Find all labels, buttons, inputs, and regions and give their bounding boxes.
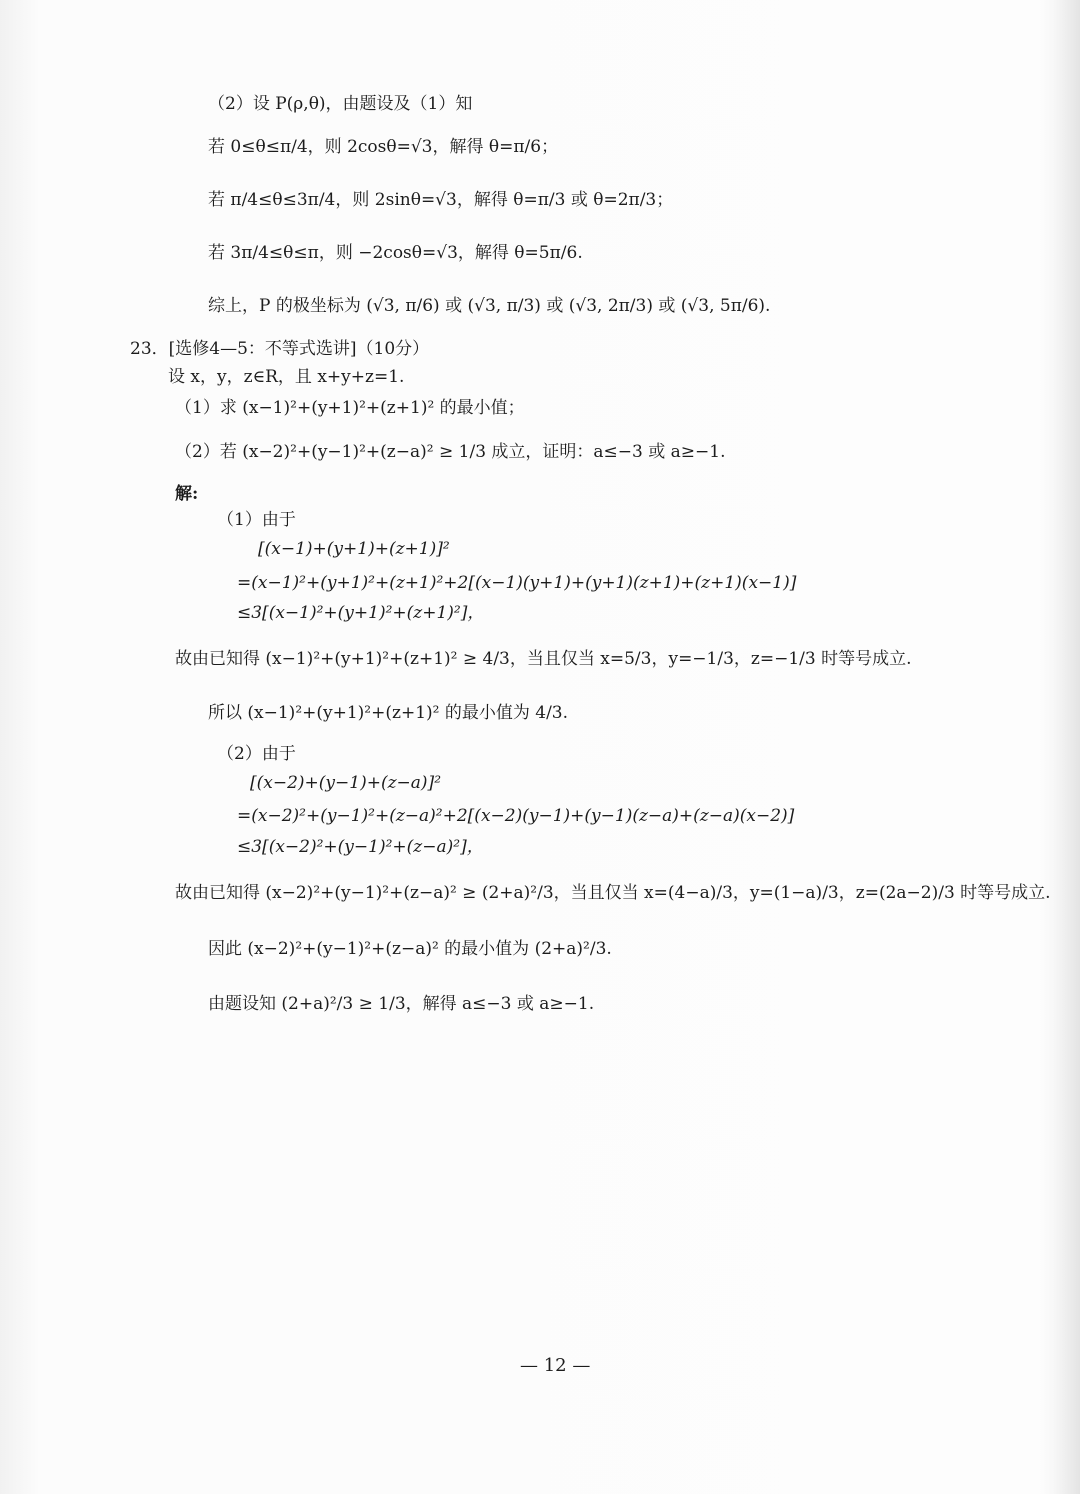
solution-label: 解:	[175, 484, 199, 504]
q23-part1: （1）求 (x−1)²+(y+1)²+(z+1)² 的最小值；	[175, 398, 525, 418]
q22-case1: 若 0≤θ≤π/4，则 2cosθ=√3，解得 θ=π/6；	[208, 137, 559, 157]
s2-final: 由题设知 (2+a)²/3 ≥ 1/3，解得 a≤−3 或 a≥−1.	[208, 994, 595, 1014]
s1-min: 所以 (x−1)²+(y+1)²+(z+1)² 的最小值为 4/3.	[208, 703, 569, 723]
s2-conclusion: 故由已知得 (x−2)²+(y−1)²+(z−a)² ≥ (2+a)²/3，当且仅当 x=(4−a)/3，y=(1−a)/3，z=(2a−2)/3 时等号成立.	[175, 883, 1051, 903]
s1-line2: =(x−1)²+(y+1)²+(z+1)²+2[(x−1)(y+1)+(y+1)(z+1)+(z+1)(x−1)]	[237, 573, 797, 593]
s2-line3: ≤3[(x−2)²+(y−1)²+(z−a)²]，	[237, 837, 484, 857]
q23-header: 23．[选修4—5：不等式选讲]（10分）	[130, 339, 430, 359]
page-number: — 12 —	[520, 1355, 591, 1376]
q22-part2-intro: （2）设 P(ρ,θ)，由题设及（1）知	[208, 94, 473, 114]
s1-line3: ≤3[(x−1)²+(y+1)²+(z+1)²]，	[237, 603, 485, 623]
page-edge-shadow	[1054, 0, 1080, 1494]
s2-line1: [(x−2)+(y−1)+(z−a)]²	[250, 773, 442, 793]
s1-line1: [(x−1)+(y+1)+(z+1)]²	[258, 539, 450, 559]
s1-title: （1）由于	[217, 510, 296, 530]
s2-line2: =(x−2)²+(y−1)²+(z−a)²+2[(x−2)(y−1)+(y−1)(z−a)+(z−a)(x−2)]	[237, 806, 795, 826]
s2-min: 因此 (x−2)²+(y−1)²+(z−a)² 的最小值为 (2+a)²/3.	[208, 939, 612, 959]
s1-conclusion: 故由已知得 (x−1)²+(y+1)²+(z+1)² ≥ 4/3，当且仅当 x=5/3，y=−1/3，z=−1/3 时等号成立.	[175, 649, 912, 669]
q22-case2: 若 π/4≤θ≤3π/4，则 2sinθ=√3，解得 θ=π/3 或 θ=2π/3；	[208, 190, 674, 210]
s2-title: （2）由于	[217, 744, 296, 764]
q22-case3: 若 3π/4≤θ≤π，则 −2cosθ=√3，解得 θ=5π/6.	[208, 243, 583, 263]
q22-summary: 综上，P 的极坐标为 (√3, π/6) 或 (√3, π/3) 或 (√3, 2π/3) 或 (√3, 5π/6).	[208, 296, 771, 316]
q23-given: 设 x，y，z∈R，且 x+y+z=1.	[168, 367, 405, 387]
q23-part2: （2）若 (x−2)²+(y−1)²+(z−a)² ≥ 1/3 成立，证明：a≤−3 或 a≥−1.	[175, 442, 726, 462]
